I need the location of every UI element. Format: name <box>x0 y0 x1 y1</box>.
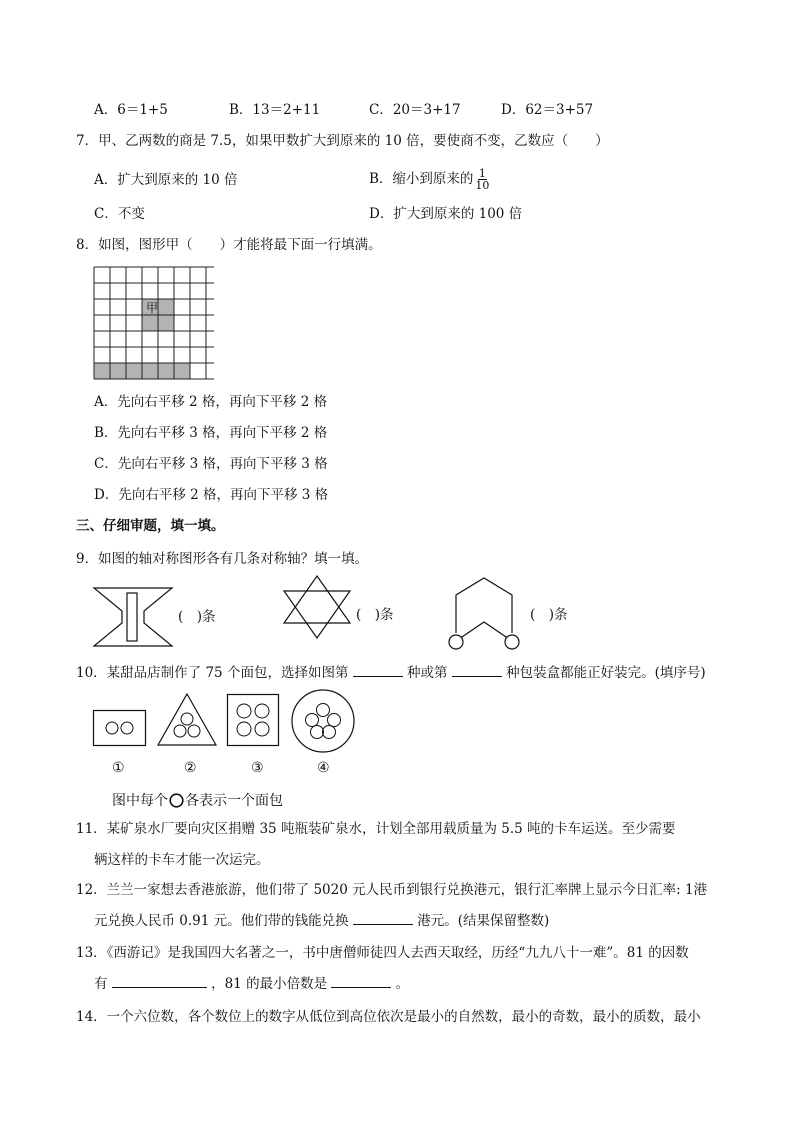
q8-option-a: A．先向右平移 2 格，再向下平移 2 格 <box>94 394 328 410</box>
q7-option-a: A．扩大到原来的 10 倍 <box>94 172 238 188</box>
q12-text-b: 港元。(结果保留整数) <box>417 913 550 929</box>
q7-option-c: C．不变 <box>94 206 145 222</box>
box-3-figure <box>227 694 280 747</box>
q10-caption-before: 图中每个 <box>112 793 168 809</box>
q8-option-b: B．先向右平移 3 格，再向下平移 2 格 <box>94 425 328 441</box>
q7-option-b <box>369 164 490 194</box>
fraction-denominator: 10 <box>475 178 490 192</box>
q13-text-b: ，81 的最小倍数是 <box>211 976 328 992</box>
q13-line-1: 13．《西游记》是我国四大名著之一，书中唐僧师徒四人去西天取经，历经“九九八十一难”。81 的因数 <box>76 945 689 961</box>
q6-option-d: D．62＝3+57 <box>501 102 594 118</box>
box-label-1: ① <box>112 760 125 776</box>
q7-stem: 7．甲、乙两数的商是 7.5，如果甲数扩大到原来的 10 倍，要使商不变，乙数应（ ） <box>76 133 609 149</box>
fraction <box>474 168 490 191</box>
q12-text-a: 元兑换人民币 0.91 元。他们带的钱能兑换 <box>94 913 349 929</box>
q13-text-a: 有 <box>94 976 108 992</box>
q10-caption-after: 各表示一个面包 <box>185 793 283 809</box>
q9-stem: 9．如图的轴对称图形各有几条对称轴？填一填。 <box>76 551 369 567</box>
q13-line-2 <box>94 975 409 993</box>
q11-line-1: 11．某矿泉水厂要向灾区捐赠 35 吨瓶装矿泉水，计划全部用载质量为 5.5 吨的卡车运送。至少需要 <box>76 821 676 837</box>
q10-line <box>76 664 706 682</box>
q14-line-1: 14．一个六位数，各个数位上的数字从低位到高位依次是最小的自然数，最小的奇数，最小的质数，最小 <box>76 1009 701 1025</box>
box-label-3: ③ <box>251 760 264 776</box>
box-label-4: ④ <box>317 760 330 776</box>
q10-caption <box>112 790 283 810</box>
q10-text-1: 10．某甜品店制作了 75 个面包，选择如图第 <box>76 665 349 681</box>
q12-blank[interactable] <box>353 912 413 925</box>
q12-line-1: 12．兰兰一家想去香港旅游，他们带了 5020 元人民币到银行兑换港元，银行汇率牌上显示今日汇率: 1港 <box>76 882 708 898</box>
house-wheels-figure <box>445 575 525 653</box>
q11-line-2: 辆这样的卡车才能一次运完。 <box>94 852 270 868</box>
box-label-2: ② <box>184 760 197 776</box>
box-4-figure <box>291 689 355 753</box>
q10-text-3: 种包装盒都能正好装完。(填序号) <box>506 665 706 681</box>
q7-option-b-text: B．缩小到原来的 <box>369 171 474 187</box>
shape-jia-label: 甲 <box>146 301 159 315</box>
q9-answer-1: ( )条 <box>178 609 216 625</box>
shape-jia-right <box>158 299 174 315</box>
star-of-david-figure <box>282 576 352 638</box>
q10-blank-2[interactable] <box>452 664 502 677</box>
translation-grid <box>94 267 214 380</box>
box-1-figure <box>93 710 147 747</box>
bread-circle-icon <box>169 793 184 808</box>
q8-stem: 8．如图，图形甲（ ）才能将最下面一行填满。 <box>76 237 382 253</box>
q8-option-c: C．先向右平移 3 格，再向下平移 3 格 <box>94 456 328 472</box>
section-title: 三、仔细审题，填一填。 <box>76 518 225 534</box>
q9-answer-2: ( )条 <box>356 607 394 623</box>
q6-option-b: B．13＝2+11 <box>229 102 321 118</box>
q13-blank-1[interactable] <box>112 975 207 988</box>
q10-blank-1[interactable] <box>353 664 403 677</box>
q8-option-d: D．先向右平移 2 格，再向下平移 3 格 <box>94 487 329 503</box>
hourglass-figure <box>94 588 174 648</box>
q13-text-c: 。 <box>395 976 410 992</box>
q6-option-c: C．20＝3+17 <box>369 102 461 118</box>
q9-answer-3: ( )条 <box>530 607 568 623</box>
q6-option-a: A．6＝1+5 <box>94 102 168 118</box>
fraction-numerator: 1 <box>478 166 486 180</box>
box-2-figure <box>157 693 217 747</box>
q7-option-d: D．扩大到原来的 100 倍 <box>369 206 523 222</box>
q13-blank-2[interactable] <box>331 975 391 988</box>
q10-text-2: 种或第 <box>407 665 448 681</box>
q12-line-2 <box>94 912 549 930</box>
